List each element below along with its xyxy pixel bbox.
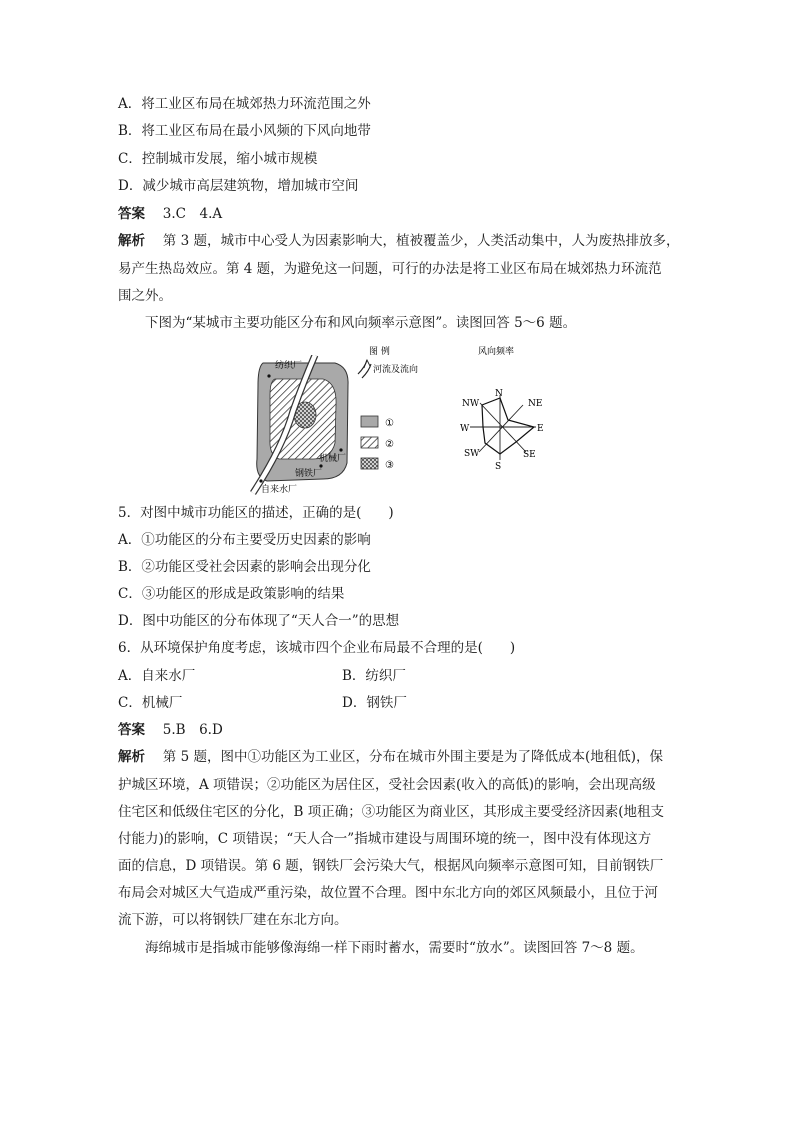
q4-option-b: B．将工业区布局在最小风频的下风向地带 (118, 123, 371, 139)
q6-option-c: C．机械厂 (118, 695, 183, 711)
analysis-56-line-5: 面的信息，D 项错误。第 6 题，钢铁厂会污染大气，根据风向频率示意图可知，目前钢铁厂 (118, 858, 664, 874)
q6-stem: 6．从环境保护角度考虑，该城市四个企业布局最不合理的是( ) (118, 640, 516, 656)
city-function-zone-map (243, 355, 355, 495)
wind-frequency-polygon (482, 398, 534, 454)
waterworks-label: 自来水厂 (261, 485, 298, 495)
analysis-34-line-1 (118, 233, 679, 250)
q4-option-c: C．控制城市发展，缩小城市规模 (118, 151, 318, 167)
q6-option-b: B．纺织厂 (342, 668, 406, 684)
analysis-34-line-3: 围之外。 (118, 288, 172, 304)
map-legend (355, 340, 447, 475)
q5-option-d: D．图中功能区的分布体现了“天人合一”的思想 (118, 613, 400, 629)
q5-option-a: A．①功能区的分布主要受历史因素的影响 (118, 532, 371, 548)
analysis-56-line-1 (118, 749, 663, 766)
legend-river-label: 河流及流向 (373, 365, 419, 375)
analysis-text: 第 5 题，图中①功能区为工业区，分布在城市外围主要是为了降低成本(地租低)，保 (162, 749, 664, 765)
dir-s: S (495, 462, 502, 472)
steel-plant-dot (319, 464, 322, 467)
waterworks-dot (259, 479, 262, 482)
dir-nw: NW (462, 399, 480, 409)
wind-frequency-rose (450, 340, 555, 475)
answer-value: 3.C 4.A (162, 206, 223, 222)
answer-56 (118, 722, 223, 739)
analysis-56-line-7: 流下游，可以将钢铁厂建在东北方向。 (118, 912, 348, 928)
legend-zone-1-label: ① (385, 418, 394, 429)
q4-option-a: A．将工业区布局在城郊热力环流范围之外 (118, 96, 371, 112)
answer-34 (118, 206, 222, 223)
dir-w: W (460, 424, 470, 434)
analysis-56-line-4: 付能力)的影响，C 项错误；“天人合一”指城市建设与周围环境的统一，图中没有体现这方 (118, 831, 652, 847)
dir-sw: SW (464, 449, 480, 459)
q6-options-row-1 (118, 668, 518, 685)
legend-zone-3-label: ③ (385, 460, 394, 471)
q5-option-b: B．②功能区受社会因素的影响会出现分化 (118, 559, 371, 575)
textile-mill-label: 纺织厂 (275, 361, 303, 371)
dir-ne: NE (528, 399, 543, 409)
answer-label: 答案 (118, 206, 145, 222)
answer-label: 答案 (118, 722, 145, 738)
analysis-34-line-2: 易产生热岛效应。第 4 题，为避免这一问题，可行的办法是将工业区布局在城郊热力环流范 (118, 261, 662, 277)
intro-56: 下图为“某城市主要功能区分布和风向频率示意图”。读图回答 5～6 题。 (145, 315, 577, 331)
analysis-56-line-6: 布局会对城区大气造成严重污染，故位置不合理。图中东北方向的郊区风频最小，且位于河 (118, 885, 658, 901)
intro-78: 海绵城市是指城市能够像海绵一样下雨时蓄水，需要时“放水”。读图回答 7～8 题。 (145, 940, 644, 956)
q5-stem: 5．对图中城市功能区的描述，正确的是( ) (118, 505, 394, 521)
analysis-56-line-2: 护城区环境，A 项错误；②功能区为居住区，受社会因素(收入的高低)的影响，会出现高级 (118, 777, 656, 793)
steel-plant-label: 钢铁厂 (295, 469, 323, 479)
legend-swatch-1 (361, 416, 378, 427)
legend-title: 图 例 (369, 347, 390, 357)
textile-mill-dot (267, 374, 270, 377)
legend-swatch-2 (361, 437, 378, 448)
machinery-plant-label: 机械厂 (319, 454, 347, 464)
analysis-label: 解析 (118, 233, 145, 249)
q6-option-a: A．自来水厂 (118, 668, 196, 684)
answer-value: 5.B 6.D (162, 722, 223, 738)
analysis-56-line-3: 住宅区和低级住宅区的分化，B 项正确；③功能区为商业区，其形成主要受经济因素(地租支 (118, 804, 664, 820)
legend-zone-2-label: ② (385, 439, 394, 450)
dir-e: E (537, 424, 544, 434)
q6-options-row-2 (118, 695, 518, 712)
q4-option-d: D．减少城市高层建筑物，增加城市空间 (118, 178, 359, 194)
q6-option-d: D．钢铁厂 (342, 695, 407, 711)
dir-se: SE (523, 450, 536, 460)
q5-option-c: C．③功能区的形成是政策影响的结果 (118, 586, 345, 602)
analysis-text: 第 3 题，城市中心受人为因素影响大，植被覆盖少，人类活动集中，人为废热排放多， (162, 233, 680, 249)
machinery-plant-dot (339, 448, 342, 451)
analysis-label: 解析 (118, 749, 145, 765)
legend-swatch-3 (361, 458, 378, 469)
rose-title: 风向频率 (478, 347, 515, 357)
dir-n: N (495, 389, 503, 399)
